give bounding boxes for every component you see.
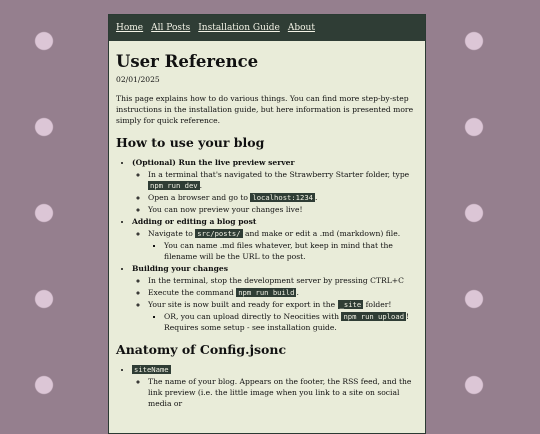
list-item [148, 287, 418, 298]
list-item [148, 228, 418, 262]
section-heading-config-anatomy: Anatomy of Config.jsonc [116, 342, 287, 357]
list-item [132, 157, 418, 215]
list-text: Execute the command [148, 288, 237, 297]
list-item-title: Adding or editing a blog post [132, 217, 257, 226]
how-to-list [116, 157, 418, 333]
list-item: ◦ The name of your blog. Appears on the footer, the RSS feed, and the link preview (i.e. the little image when you link to a site on social media or [148, 376, 418, 409]
inline-code: src/posts/ [197, 229, 241, 238]
list-item [164, 311, 418, 333]
list-item: ◦ You can now preview your changes live! [148, 204, 418, 215]
main-content [109, 41, 425, 409]
list-text: Open a browser and go to [148, 193, 251, 202]
list-item-title: Building your changes [132, 264, 229, 273]
list-item [148, 299, 418, 333]
list-text: . [315, 193, 318, 202]
post-date: 02/01/2025 [116, 75, 160, 84]
list-item: ▪ You can name .md files whatever, but keep in mind that the filename will be the URL to the post. [164, 240, 418, 262]
list-text: . [296, 288, 299, 297]
nav-installation-guide-link[interactable]: Installation Guide [198, 23, 280, 33]
list-text: and make or edit a .md (markdown) file. [242, 229, 401, 238]
page-title: User Reference [116, 52, 259, 71]
list-text: . [199, 181, 203, 190]
list-text: Your site is now built and ready for export in the [148, 300, 338, 309]
config-list [116, 364, 418, 409]
inline-code: localhost:1234 [252, 193, 313, 202]
page-container [108, 14, 426, 434]
nav-home-link[interactable]: Home [116, 23, 144, 33]
list-text: In a terminal that's navigated to the Strawberry Starter folder, type [148, 170, 410, 179]
top-nav [109, 15, 425, 41]
list-text: folder! [363, 300, 392, 309]
section-heading-how-to-use: How to use your blog [116, 135, 265, 150]
inline-code: npm run dev [150, 181, 198, 190]
nav-about-link[interactable]: About [287, 23, 315, 33]
list-item: ◦ In the terminal, stop the development server by pressing CTRL+C [148, 275, 418, 286]
inline-code: npm run upload [343, 312, 405, 321]
inline-code: _site [339, 300, 362, 309]
list-item [132, 364, 418, 409]
intro-paragraph: This page explains how to do various things. You can find more step-by-step instructions in the installation guide, but here information is presented more simply for quick reference. [116, 94, 414, 125]
list-item [148, 169, 418, 191]
list-text: OR, you can upload directly to Neocities with [164, 312, 342, 321]
list-item [132, 216, 418, 262]
list-text: Navigate to [148, 229, 196, 238]
list-item [132, 263, 418, 333]
list-text: ! Requires some setup - see installation guide. [164, 312, 410, 332]
inline-code: siteName [134, 365, 169, 374]
inline-code: npm run build [238, 288, 295, 297]
list-item [148, 192, 418, 203]
nav-all-posts-link[interactable]: All Posts [151, 23, 191, 33]
list-item-title: (Optional) Run the live preview server [132, 158, 295, 167]
